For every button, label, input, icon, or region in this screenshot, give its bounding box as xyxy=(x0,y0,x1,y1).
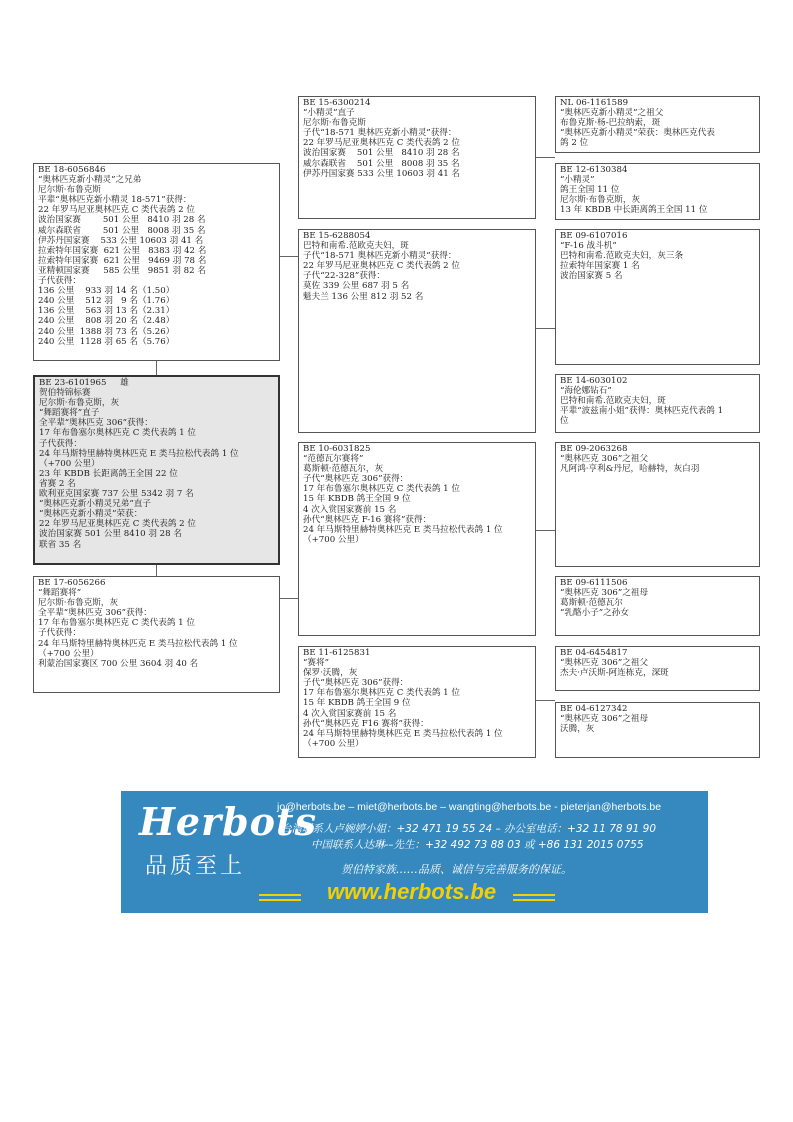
pedigree-line: 孙代“奥林匹克 F16 赛将”获得： xyxy=(303,718,429,729)
pedigree-line: 17 年布鲁塞尔奥林匹克 C 类代表鸽 1 位 xyxy=(38,618,195,629)
connector xyxy=(156,565,157,576)
pedigree-box-great-granddam-4 xyxy=(555,702,760,758)
pedigree-line: BE 23-6101965 雄 xyxy=(39,378,129,388)
connector xyxy=(535,157,555,158)
pedigree-line: 欧利亚克国家赛 737 公里 5342 羽 7 名 xyxy=(39,489,194,500)
pedigree-line: 利蒙治国家赛区 700 公里 3604 羽 40 名 xyxy=(38,658,199,669)
decor-line-right xyxy=(513,894,555,896)
pedigree-box-great-granddam-1 xyxy=(555,163,760,220)
pedigree-line: “F-16 战斗机” xyxy=(560,241,617,252)
pedigree-line: 凡阿鸿·亨利&丹尼，哈赫特，灰白羽 xyxy=(560,464,700,475)
pedigree-line: BE 10-6031825 xyxy=(303,444,371,454)
pedigree-line: 17 年布鲁塞尔奥林匹克 C 类代表鸽 1 位 xyxy=(39,428,196,439)
pedigree-line: （+700 公里） xyxy=(38,648,99,659)
pedigree-line: “乳酪小子”之孙女 xyxy=(560,608,629,619)
pedigree-line: “小精灵” xyxy=(560,175,595,186)
connector xyxy=(535,530,555,531)
pedigree-line: 威尔森联省 501 公里 8008 羽 35 名 xyxy=(303,158,460,169)
pedigree-line: 240 公里 808 羽 20 名（2.48） xyxy=(38,316,175,327)
pedigree-line: 保罗·沃腾，灰 xyxy=(303,668,358,679)
banner-taiwan-contact: 台湾联系人卢婉婷小姐：+32 471 19 55 24 – 办公室电话：+32 11 78 91 90 xyxy=(281,823,657,835)
pedigree-line: 24 年马斯特里赫特奥林匹克 E 类马拉松代表鸽 1 位 xyxy=(303,524,503,535)
pedigree-line: 尼尔斯·布鲁克斯，灰 xyxy=(38,598,119,609)
pedigree-line: （+700 公里） xyxy=(303,738,364,749)
pedigree-line: BE 09-6111506 xyxy=(560,578,628,588)
pedigree-line: “奥林匹克新小精灵”荣获：奥林匹克代表 xyxy=(560,128,715,139)
pedigree-line: 伊苏丹国家赛 533 公里 10603 羽 41 名 xyxy=(38,235,204,246)
banner-motto: 贺伯特家族……品质、诚信与完善服务的保证。 xyxy=(341,863,572,876)
pedigree-line: 子代获得： xyxy=(39,438,82,449)
decor-line-right xyxy=(513,899,555,901)
pedigree-line: “奥林匹克新小精灵”之兄弟 xyxy=(38,175,142,186)
pedigree-line: 拉索特年国家赛 1 名 xyxy=(560,261,640,272)
pedigree-line: 巴特和南希.范欧克夫妇，灰三条 xyxy=(560,251,684,262)
pedigree-box-great-granddam-2 xyxy=(555,374,760,433)
connector xyxy=(535,328,555,329)
pedigree-line: BE 14-6030102 xyxy=(560,376,628,386)
pedigree-line: “奥林匹克 306”之祖母 xyxy=(560,588,649,599)
pedigree-line: BE 11-6125831 xyxy=(303,648,371,658)
pedigree-line: 波治国家赛 501 公里 8410 羽 28 名 xyxy=(303,148,460,159)
pedigree-line: 葛斯顿·范德瓦尔，灰 xyxy=(303,464,384,475)
pedigree-box-dam xyxy=(33,576,280,693)
pedigree-line: 240 公里 512 羽 9 名（1.76） xyxy=(38,296,175,307)
pedigree-line: 尼尔斯·布鲁克斯，灰 xyxy=(560,195,641,206)
pedigree-line: 22 年罗马尼亚奥林匹克 C 类代表鸽 2 位 xyxy=(303,261,460,272)
banner-china-contact: 中国联系人达琳-–先生：+32 492 73 88 03 或 +86 131 2015 0755 xyxy=(311,839,644,851)
pedigree-line: BE 15-6288054 xyxy=(303,231,371,241)
pedigree-line: 尼尔斯·布鲁克斯 xyxy=(38,185,101,196)
pedigree-line: 省赛 2 名 xyxy=(39,478,76,489)
pedigree-line: 威尔森联省 501 公里 8008 羽 35 名 xyxy=(38,225,206,236)
pedigree-line: 波治国家赛 501 公里 8410 羽 28 名 xyxy=(39,529,182,540)
pedigree-line: “海伦娜钻石” xyxy=(560,386,612,397)
pedigree-line: BE 17-6056266 xyxy=(38,578,106,588)
pedigree-line: 136 公里 563 羽 13 名（2.31） xyxy=(38,306,175,317)
herbots-logo: Herbots xyxy=(139,799,317,844)
connector xyxy=(279,598,298,599)
pedigree-line: 鸽王全国 11 位 xyxy=(560,185,620,196)
pedigree-line: BE 04-6454817 xyxy=(560,648,628,658)
pedigree-line: 拉索特年国家赛 621 公里 8383 羽 42 名 xyxy=(38,245,207,256)
pedigree-line: 22 年罗马尼亚奥林匹克 C 类代表鸽 2 位 xyxy=(39,519,196,530)
pedigree-line: 子代获得： xyxy=(38,628,81,639)
pedigree-box-grandsire xyxy=(298,96,536,219)
pedigree-line: “小精灵”直子 xyxy=(303,108,355,119)
pedigree-line: 魁夫兰 136 公里 812 羽 52 名 xyxy=(303,291,424,302)
herbots-banner xyxy=(121,791,708,913)
pedigree-line: 巴特和南希.范欧克夫妇，斑 xyxy=(560,396,666,407)
pedigree-line: NL 06-1161589 xyxy=(560,98,629,108)
pedigree-line: 子代“奥林匹克 306”获得： xyxy=(303,474,409,485)
pedigree-line: 联省 35 名 xyxy=(39,539,82,550)
pedigree-line: “舞蹈赛将” xyxy=(38,588,82,599)
pedigree-line: BE 09-6107016 xyxy=(560,231,628,241)
pedigree-line: 尼尔斯·布鲁克斯，灰 xyxy=(39,398,120,409)
pedigree-line: “奥林匹克 306”之祖母 xyxy=(560,714,649,725)
pedigree-line: 位 xyxy=(560,416,569,427)
pedigree-line: BE 15-6300214 xyxy=(303,98,371,108)
pedigree-line: “奥林匹克新小精灵”荣获： xyxy=(39,509,143,520)
pedigree-line: “奥林匹克新小精灵”之祖父 xyxy=(560,108,664,119)
pedigree-line: 136 公里 933 羽 14 名（1.50） xyxy=(38,286,175,297)
decor-line-left xyxy=(259,894,301,896)
pedigree-line: 孙代“奥林匹克 F-16 赛将”获得： xyxy=(303,514,432,525)
pedigree-line: 子代“18-571 奥林匹克新小精灵”获得： xyxy=(303,128,457,139)
pedigree-line: 鸽 2 位 xyxy=(560,138,589,149)
pedigree-box-dam-dam xyxy=(298,646,536,758)
pedigree-line: 伊苏丹国家赛 533 公里 10603 羽 41 名 xyxy=(303,168,461,179)
pedigree-line: 杰夫·卢沃斯-阿连栋克，深斑 xyxy=(560,668,669,679)
pedigree-box-granddam xyxy=(298,229,536,433)
pedigree-line: 子代“22-328”获得： xyxy=(303,271,385,282)
pedigree-line: 全平辈“奥林匹克 306”获得： xyxy=(39,418,153,429)
pedigree-line: 24 年马斯特里赫特奥林匹克 E 类马拉松代表鸽 1 位 xyxy=(39,448,239,459)
pedigree-line: 尼尔斯·布鲁克斯 xyxy=(303,118,366,129)
pedigree-line: 22 年罗马尼亚奥林匹克 C 类代表鸽 2 位 xyxy=(38,205,195,216)
pedigree-line: “奥林匹克 306”之祖父 xyxy=(560,454,649,465)
pedigree-line: 15 年 KBDB 鸽王全国 9 位 xyxy=(303,494,411,505)
pedigree-line: （+700 公里） xyxy=(303,534,364,545)
pedigree-line: “赛将” xyxy=(303,658,329,669)
pedigree-box-great-granddam-3 xyxy=(555,576,760,636)
pedigree-line: 4 次入赏国家赛前 15 名 xyxy=(303,708,397,719)
connector xyxy=(535,700,555,701)
pedigree-line: “范德瓦尔赛将” xyxy=(303,454,364,465)
pedigree-line: 17 年布鲁塞尔奥林匹克 C 类代表鸽 1 位 xyxy=(303,484,460,495)
pedigree-line: BE 12-6130384 xyxy=(560,165,628,175)
pedigree-line: BE 18-6056846 xyxy=(38,165,106,175)
pedigree-line: 平辈“波兹南小姐”获得：奥林匹克代表鸽 1 xyxy=(560,406,724,417)
banner-emails[interactable]: jo@herbots.be – miet@herbots.be – wangting@herbots.be - pieterjan@herbots.be xyxy=(277,801,662,813)
pedigree-line: 波治国家赛 5 名 xyxy=(560,271,623,282)
banner-slogan: 品质至上 xyxy=(145,854,246,879)
pedigree-line: “舞蹈赛将”直子 xyxy=(39,408,100,419)
pedigree-line: 子代获得： xyxy=(38,276,81,287)
pedigree-line: 布鲁克斯·杨-巴拉纳索，斑 xyxy=(560,118,661,129)
pedigree-line: 子代“18-571 奥林匹克新小精灵”获得： xyxy=(303,251,457,262)
pedigree-line: 贺伯特锦标赛 xyxy=(39,388,91,399)
pedigree-box-great-grandsire-1 xyxy=(555,96,760,153)
pedigree-box-sire xyxy=(33,163,280,361)
pedigree-line: 全平辈“奥林匹克 306”获得： xyxy=(38,608,152,619)
connector xyxy=(156,361,157,375)
pedigree-line: 240 公里 1388 羽 73 名（5.26） xyxy=(38,326,175,337)
pedigree-line: 平辈“奥林匹克新小精灵 18-571”获得： xyxy=(38,195,192,206)
connector xyxy=(279,256,298,257)
pedigree-line: 22 年罗马尼亚奥林匹克 C 类代表鸽 2 位 xyxy=(303,138,460,149)
pedigree-line: 亚精顿国家赛 585 公里 9851 羽 82 名 xyxy=(38,265,206,276)
pedigree-line: “奥林匹克新小精灵兄弟”直子 xyxy=(39,499,151,510)
pedigree-line: 13 年 KBDB 中长距离鸽王全国 11 位 xyxy=(560,205,708,216)
pedigree-line: 24 年马斯特里赫特奥林匹克 E 类马拉松代表鸽 1 位 xyxy=(303,728,503,739)
pedigree-line: 4 次入赏国家赛前 15 名 xyxy=(303,504,397,515)
pedigree-box-great-grandsire-3 xyxy=(555,442,760,567)
pedigree-line: （+700 公里） xyxy=(39,458,100,469)
pedigree-line: 17 年布鲁塞尔奥林匹克 C 类代表鸽 1 位 xyxy=(303,688,460,699)
pedigree-box-dam-sire xyxy=(298,442,536,636)
pedigree-line: 波治国家赛 501 公里 8410 羽 28 名 xyxy=(38,215,206,226)
pedigree-box-great-grandsire-2 xyxy=(555,229,760,365)
pedigree-line: 23 年 KBDB 长距离鸽王全国 22 位 xyxy=(39,468,178,479)
pedigree-line: 15 年 KBDB 鸽王全国 9 位 xyxy=(303,698,411,709)
banner-website-link[interactable]: www.herbots.be xyxy=(327,879,497,904)
pedigree-line: 沃腾，灰 xyxy=(560,724,595,735)
pedigree-box-subject xyxy=(33,375,280,565)
pedigree-line: 拉索特年国家赛 621 公里 9469 羽 78 名 xyxy=(38,255,207,266)
pedigree-line: 葛斯顿·范德瓦尔 xyxy=(560,598,623,609)
pedigree-line: BE 09-2063268 xyxy=(560,444,628,454)
pedigree-line: BE 04-6127342 xyxy=(560,704,628,714)
pedigree-box-great-grandsire-4 xyxy=(555,646,760,691)
pedigree-line: 24 年马斯特里赫特奥林匹克 E 类马拉松代表鸽 1 位 xyxy=(38,638,238,649)
pedigree-line: 子代“奥林匹克 306”获得： xyxy=(303,678,409,689)
pedigree-line: 莫佐 339 公里 687 羽 5 名 xyxy=(303,281,410,292)
pedigree-line: “奥林匹克 306”之祖父 xyxy=(560,658,649,669)
pedigree-line: 巴特和南希.范欧克夫妇，斑 xyxy=(303,241,409,252)
pedigree-line: 240 公里 1128 羽 65 名（5.76） xyxy=(38,336,175,347)
decor-line-left xyxy=(259,899,301,901)
